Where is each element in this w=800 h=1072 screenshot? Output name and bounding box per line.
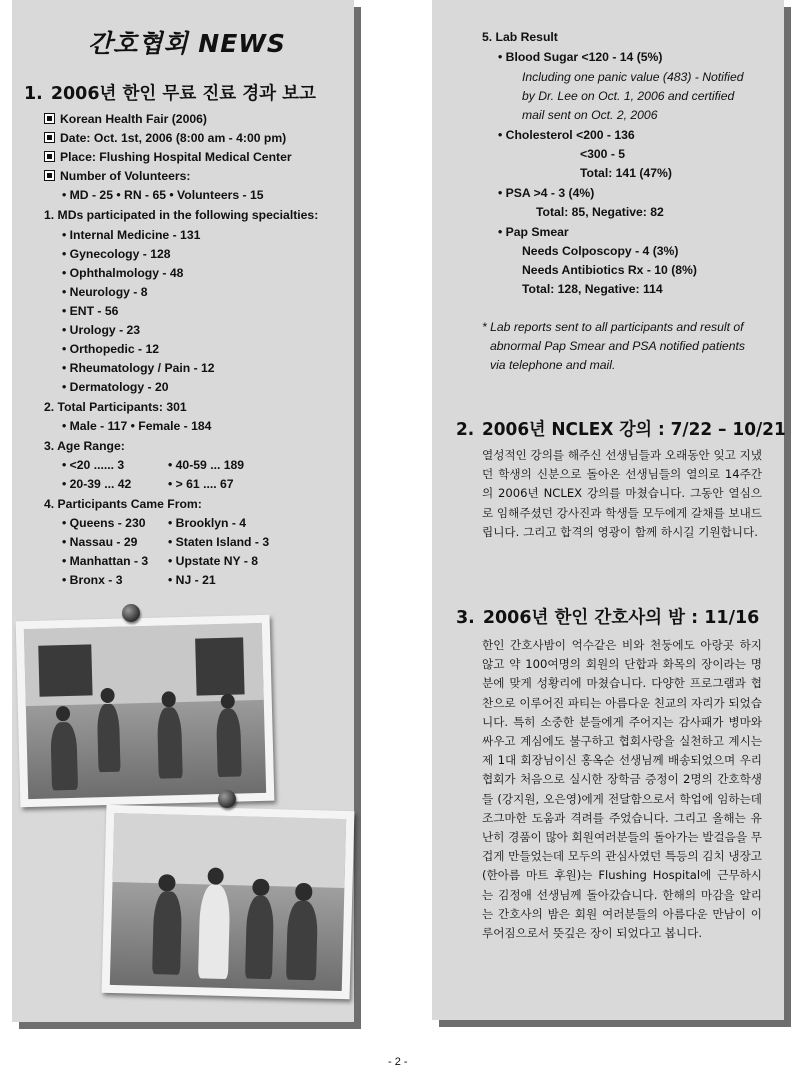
pap-total: Total: 128, Negative: 114 [522,282,663,296]
cholesterol-line: • Cholesterol <200 - 136 [498,128,635,142]
section-1-number: 1. [24,84,43,104]
pushpin-icon [218,790,236,808]
location-item: • Upstate NY - 8 [168,554,259,568]
lab-result-header: 5. Lab Result [482,30,558,44]
pap-antibiotics: Needs Antibiotics Rx - 10 (8%) [522,263,697,277]
pushpin-icon [122,604,140,622]
checkbox-icon [44,113,55,124]
section-3-heading [456,604,759,629]
lab-footnote: via telephone and mail. [490,358,616,372]
location-item: • Nassau - 29 [62,535,138,549]
came-from-header: 4. Participants Came From: [44,497,202,511]
location-item: • Queens - 230 [62,516,146,530]
specialties-header: 1. MDs participated in the following specialties: [44,208,319,222]
age-item: • 20-39 ... 42 [62,477,132,491]
event-photo-1 [16,615,275,808]
section-2-number: 2. [456,420,475,440]
cholesterol-total: Total: 141 (47%) [580,166,672,180]
age-range-header: 3. Age Range: [44,439,125,453]
page-number: - 2 - [388,1056,408,1068]
cholesterol-300: <300 - 5 [580,147,626,161]
blood-sugar-line: • Blood Sugar <120 - 14 (5%) [498,50,663,64]
checkbox-icon [44,132,55,143]
specialty-item: • Neurology - 8 [62,285,148,299]
place-line: Place: Flushing Hospital Medical Center [44,150,292,164]
section-3-title: 2006년 한인 간호사의 밤 : 11/16 [482,608,760,628]
total-participants: 2. Total Participants: 301 [44,400,187,414]
psa-total: Total: 85, Negative: 82 [536,205,664,219]
age-item: • <20 ...... 3 [62,458,125,472]
specialty-item: • ENT - 56 [62,304,119,318]
gender-counts: • Male - 117 • Female - 184 [62,419,212,433]
location-item: • NJ - 21 [168,573,216,587]
specialty-item: • Ophthalmology - 48 [62,266,184,280]
fair-line: Korean Health Fair (2006) [44,112,207,126]
pap-colposcopy: Needs Colposcopy - 4 (3%) [522,244,679,258]
event-photo-2 [102,805,355,999]
photo-1-image [24,623,266,799]
section-3-number: 3. [456,608,475,628]
specialty-item: • Gynecology - 128 [62,247,171,261]
section-1-heading [24,80,316,105]
volunteers-header: Number of Volunteers: [44,169,190,183]
specialty-item: • Dermatology - 20 [62,380,169,394]
section-2-body: 열성적인 강의를 해주신 선생님들과 오래동안 잊고 지냈던 학생의 신분으로 돌아온 선생님들의 열의로 14주간의 2006년 NCLEX 강의를 마쳤습니다. 그동안 열심으로 임해주셨던 강사진과 학생들 모두에게 갈채를 보내드립니다. 그리고 합격의 영광이 함께 하시길 기원합니다. [482,448,762,539]
specialty-item: • Orthopedic - 12 [62,342,160,356]
checkbox-icon [44,170,55,181]
location-item: • Bronx - 3 [62,573,123,587]
lab-footnote: * Lab reports sent to all participants and result of [482,320,744,334]
pap-smear-line: • Pap Smear [498,225,569,239]
location-item: • Staten Island - 3 [168,535,270,549]
age-item: • > 61 .... 67 [168,477,234,491]
volunteers-counts: • MD - 25 • RN - 65 • Volunteers - 15 [62,188,264,202]
psa-line: • PSA >4 - 3 (4%) [498,186,595,200]
section-3-body: 한인 간호사밤이 억수같은 비와 천둥에도 아랑곳 하지 않고 약 100여명의 회원의 단합과 화목의 장이라는 명분에 맞게 성황리에 마쳤습니다. 다양한 프로그램과 협찬으로 이루어진 파티는 아름다운 친교의 자리가 되었습니다. 특히 소중한 분들에게 주어지는 감사패가 병마와 싸우고 계심에도 불구하고 협회사랑을 실천하고 계시는 제 1대 회장님이신 홍옥순 선생님께 배송되었으며 우리협회가 처음으로 실시한 장학금 증정이 2명의 간호학생들 (강지원, 오은영)에게 전달함으로서 학업에 임하는데 조그마한 도움과 격려를 주었습니다. 그리고 올해는 유난히 경품이 많아 회원여러분들의 돌아가는 발걸음을 무겁게 만들었는데 모두의 관심사였던 특등의 김치 냉장고(한아름 마트 후원)는 Flushing Hospital에 근무하시는 김정애 선생님께 돌아갔습니다. 한해의 마감을 알리는 간호사의 밤은 회원 여러분들의 아름다운 만남이 이루어짐으로서 뜻깊은 장이 되었다고 봅니다. [482,638,762,941]
section-2-title: 2006년 NCLEX 강의 : 7/22 – 10/21 [481,420,786,440]
specialty-item: • Urology - 23 [62,323,141,337]
section-1-title: 2006년 한인 무료 진료 경과 보고 [50,84,316,104]
location-item: • Manhattan - 3 [62,554,149,568]
blood-sugar-note: by Dr. Lee on Oct. 1, 2006 and certified [522,89,735,103]
section-2-heading [456,416,786,441]
specialty-item: • Internal Medicine - 131 [62,228,201,242]
age-item: • 40-59 ... 189 [168,458,245,472]
masthead-title: 간호협회 NEWS [88,29,286,58]
location-item: • Brooklyn - 4 [168,516,247,530]
specialty-item: • Rheumatology / Pain - 12 [62,361,215,375]
lab-footnote: abnormal Pap Smear and PSA notified patients [490,339,745,353]
date-line: Date: Oct. 1st, 2006 (8:00 am - 4:00 pm) [44,131,286,145]
blood-sugar-note: mail sent on Oct. 2, 2006 [522,108,658,122]
checkbox-icon [44,151,55,162]
blood-sugar-note: Including one panic value (483) - Notified [522,70,744,84]
photo-2-image [110,813,346,991]
